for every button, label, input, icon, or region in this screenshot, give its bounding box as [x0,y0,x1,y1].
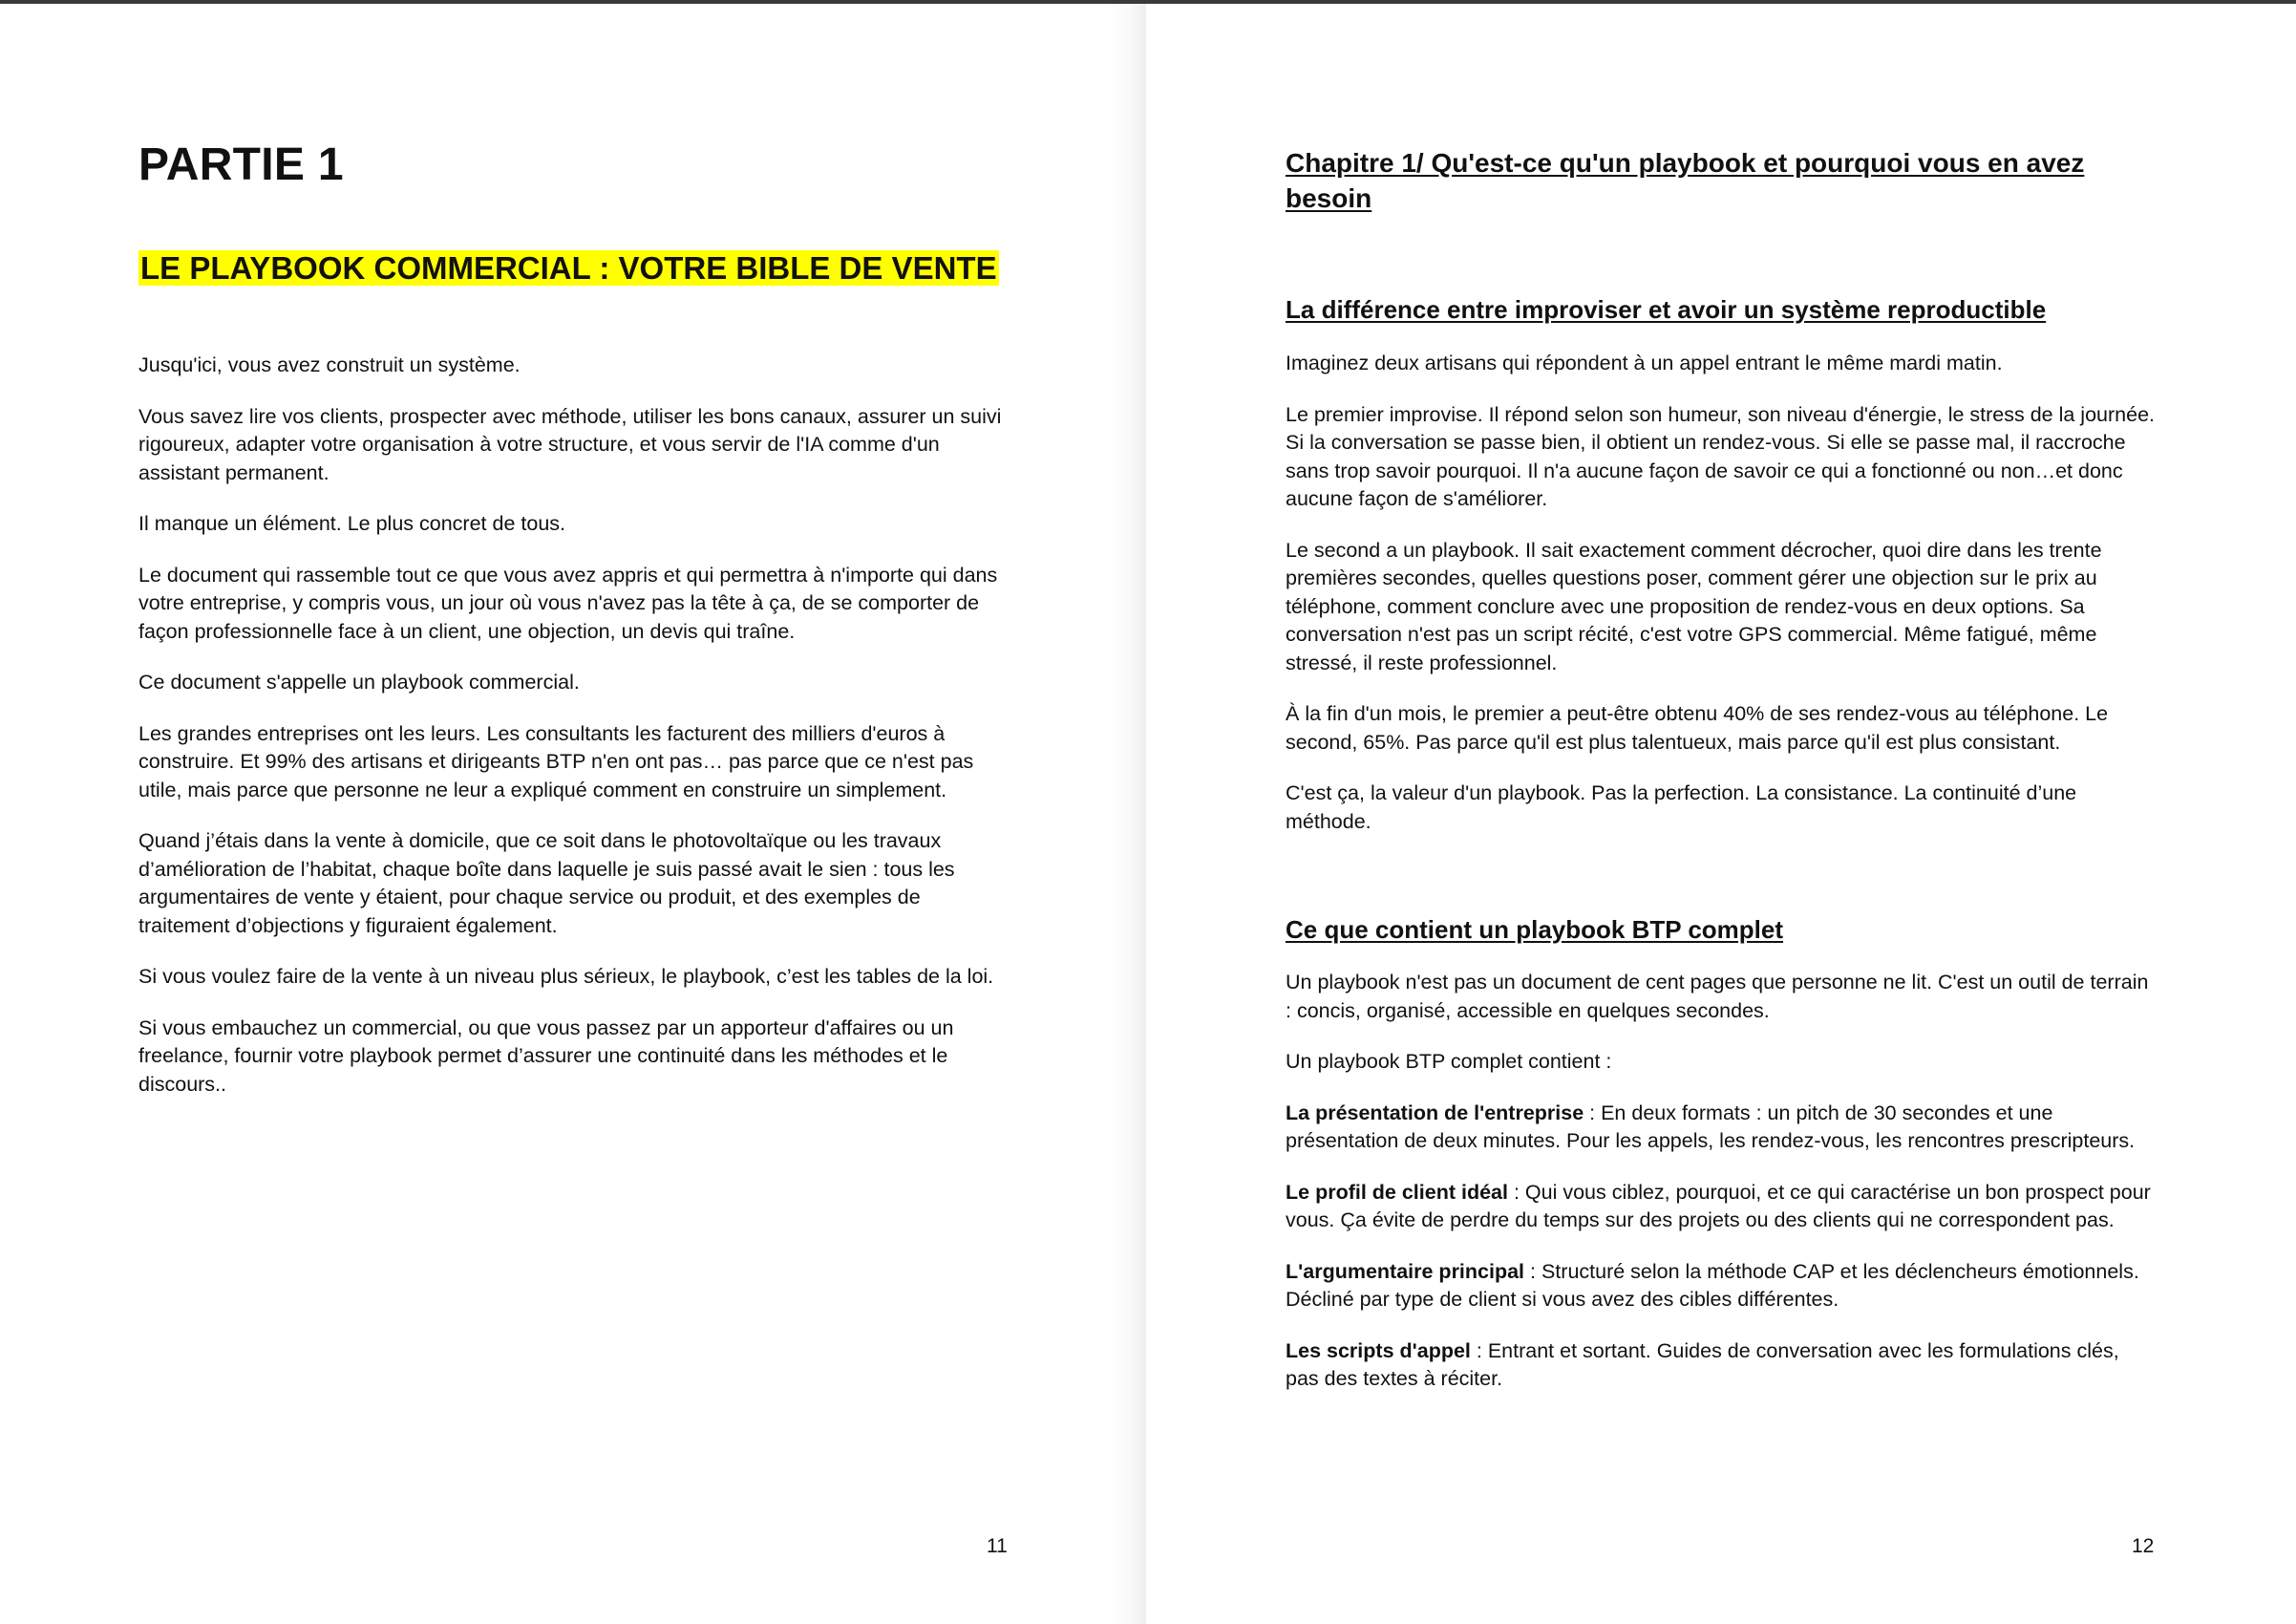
definition-item [1286,1258,2155,1314]
definition-item [1286,1179,2155,1235]
page-number: 12 [2132,1535,2155,1557]
definition-text: : En deux formats : un pitch de 30 secondes et une présentation de deux minutes. Pour les appels, les rendez-vous, les rencontres prescripteurs. [1286,1100,2136,1152]
page-number: 11 [987,1535,1008,1557]
section-1-body [1286,350,2155,859]
paragraph: Vous savez lire vos clients, prospecter avec méthode, utiliser les bons canaux, assurer un suivi rigoureux, adapter votre organisation à votre structure, et vous servir de l'IA comme d'un assistant permanent. [138,404,1002,484]
definition-text: : Qui vous ciblez, pourquoi, et ce qui caractérise un bon prospect pour vous. Ça évite de perdre du temps sur des projets ou des clients qui ne correspondent pas. [1286,1180,2151,1231]
paragraph: Un playbook BTP complet contient : [1286,1050,1612,1073]
paragraph: Si vous voulez faire de la vente à un niveau plus sérieux, le playbook, c’est les tables de la loi. [138,965,994,988]
part-title: PARTIE 1 [138,139,344,190]
definition-term: La présentation de l'entreprise [1286,1100,1584,1124]
section-2-body [1286,969,2155,1417]
definition-item [1286,1100,2155,1156]
paragraph: Ce document s'appelle un playbook commercial. [138,671,580,694]
paragraph: Le second a un playbook. Il sait exactement comment décrocher, quoi dire dans les trente premières secondes, quelles questions poser, comment gérer une objection sur le prix au téléphone, comment conclure avec une proposition de rendez-vous en deux options. Sa conversation n'est pas un script récité, c'est votre GPS commercial. Même fatigué, même stressé, il reste professionnel. [1286,538,2102,674]
highlighted-subtitle-text: LE PLAYBOOK COMMERCIAL : VOTRE BIBLE DE VENTE [140,250,997,286]
paragraph: Imaginez deux artisans qui répondent à un appel entrant le même mardi matin. [1286,352,2003,374]
section-title: Ce que contient un playbook BTP complet [1286,915,1784,944]
page-12 [1146,4,2296,1624]
part-subtitle [138,249,999,288]
paragraph: Quand j’étais dans la vente à domicile, que ce soit dans le photovoltaïque ou les travaux d’amélioration de l’habitat, chaque boîte dans laquelle je suis passé avait le sien : tous les argumentaires de vente y étaient, pour chaque service ou produit, et des exemples de traitement d’objections y figuraient également. [138,829,955,937]
paragraph: À la fin d'un mois, le premier a peut-être obtenu 40% de ses rendez-vous au téléphone. Le second, 65%. Pas parce qu'il est plus talentueux, mais parce qu'il est plus consistant. [1286,702,2109,754]
paragraph: Jusqu'ici, vous avez construit un système. [138,353,521,376]
paragraph: Les grandes entreprises ont les leurs. Les consultants les facturent des milliers d'euros à construire. Et 99% des artisans et dirigeants BTP n'en ont pas… pas parce que ce n'est pas utile, mais parce que personne ne leur a expliqué comment en construire un simplement. [138,721,974,801]
definition-text: : Structuré selon la méthode CAP et les déclencheurs émotionnels. Décliné par type de client si vous avez des cibles différentes. [1286,1259,2139,1311]
definition-term: Les scripts d'appel [1286,1338,1471,1362]
paragraph: Le premier improvise. Il répond selon son humeur, son niveau d'énergie, le stress de la journée. Si la conversation se passe bien, il obtient un rendez-vous. Si elle se passe mal, il raccroche sans trop savoir pourquoi. Il n'a aucune façon de savoir ce qui a fonctionné ou non…et donc aucune façon de s'améliorer. [1286,402,2156,510]
chapter-title: Chapitre 1/ Qu'est-ce qu'un playbook et pourquoi vous en avez besoin [1286,148,2085,213]
page-11 [0,4,1142,1624]
paragraph: Un playbook n'est pas un document de cent pages que personne ne lit. C'est un outil de terrain : concis, organisé, accessible en quelques secondes. [1286,971,2149,1022]
definition-text: : Entrant et sortant. Guides de conversation avec les formulations clés, pas des textes à réciter. [1286,1338,2119,1390]
paragraph: Le document qui rassemble tout ce que vous avez appris et qui permettra à n'importe qui dans votre entreprise, y compris vous, un jour où vous n'avez pas la tête à ça, de se comporter de façon professionnelle face à un client, une objection, un devis qui traîne. [138,563,998,643]
definition-term: Le profil de client idéal [1286,1180,1508,1204]
paragraph: C'est ça, la valeur d'un playbook. Pas la perfection. La consistance. La continuité d’une méthode. [1286,781,2077,833]
paragraph: Si vous embauchez un commercial, ou que vous passez par un apporteur d'affaires ou un freelance, fournir votre playbook permet d’assurer une continuité dans les méthodes et le discours.. [138,1015,954,1096]
page-11-body [138,352,1012,1122]
section-title: La différence entre improviser et avoir un système reproductible [1286,295,2047,324]
definition-item [1286,1337,2155,1394]
paragraph: Il manque un élément. Le plus concret de tous. [138,512,565,535]
definition-term: L'argumentaire principal [1286,1259,1525,1283]
page-gutter-shadow [1108,4,1146,1624]
